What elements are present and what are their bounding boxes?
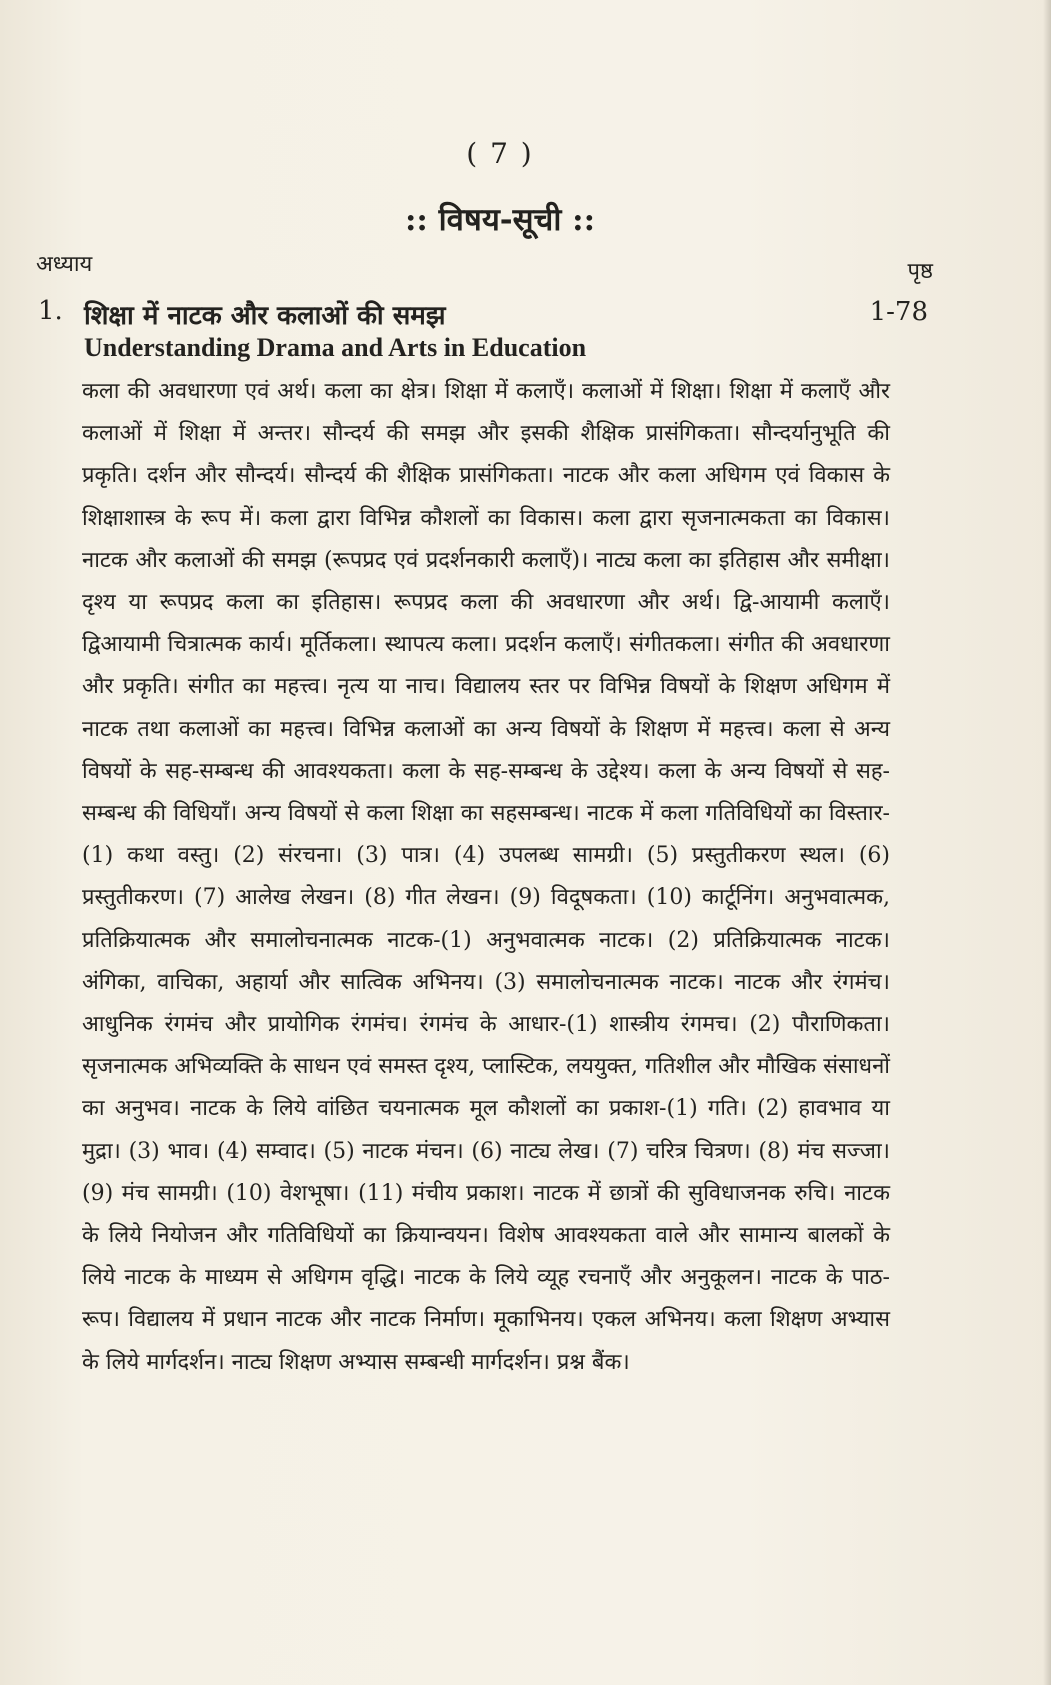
chapter-page-range: 1-78 (869, 297, 928, 327)
page-column-header: पृष्ठ (907, 259, 933, 284)
page-title: :: विषय-सूची :: (404, 202, 596, 238)
chapter-number: 1. (38, 296, 63, 326)
chapter-title-hindi: शिक्षा में नाटक और कलाओं की समझ (84, 301, 446, 331)
chapter-description: कला की अवधारणा एवं अर्थ। कला का क्षेत्र। शिक्षा में कलाएँ। कलाओं में शिक्षा। शिक्षा में कलाएँ और कलाओं में शिक्षा में अन्तर। सौन्दर्य की समझ और इसकी शैक्षिक प्रासंगिकता। सौन्दर्यानुभूति की प्रकृति। दर्शन और सौन्दर्य। सौन्दर्य की शैक्षिक प्रासंगिकता। नाटक और कला अधिगम एवं विकास के शिक्षाशास्त्र के रूप में। कला द्वारा विभिन्न कौशलों का विकास। कला द्वारा सृजनात्मकता का विकास। नाटक और कलाओं की समझ (रूपप्रद एवं प्रदर्शनकारी कलाएँ)। नाट्य कला का इतिहास और समीक्षा। दृश्य या रूपप्रद कला का इतिहास। रूपप्रद कला की अवधारणा और अर्थ। द्वि-आयामी कलाएँ। द्विआयामी चित्रात्मक कार्य। मूर्तिकला। स्थापत्य कला। प्रदर्शन कलाएँ। संगीतकला। संगीत की अवधारणा और प्रकृति। संगीत का महत्त्व। नृत्य या नाच। विद्यालय स्तर पर विभिन्न विषयों के शिक्षण अधिगम में नाटक तथा कलाओं का महत्त्व। विभिन्न कलाओं का अन्य विषयों के शिक्षण में महत्त्व। कला से अन्य विषयों के सह-सम्बन्ध की आवश्यकता। कला के सह-सम्बन्ध के उद्देश्य। कला के अन्य विषयों से सह-सम्बन्ध की विधियाँ। अन्य विषयों से कला शिक्षा का सहसम्बन्ध। नाटक में कला गतिविधियों का विस्तार-(1) कथा वस्तु। (2) संरचना। (3) पात्र। (4) उपलब्ध सामग्री। (5) प्रस्तुतीकरण स्थल। (6) प्रस्तुतीकरण। (7) आलेख लेखन। (8) गीत लेखन। (9) विदूषकता। (10) कार्टूनिंग। अनुभवात्मक, प्रतिक्रियात्मक और समालोचनात्मक नाटक-(1) अनुभवात्मक नाटक। (2) प्रतिक्रियात्मक नाटक। अंगिका, वाचिका, अहार्या और सात्विक अभिनय। (3) समालोचनात्मक नाटक। नाटक और रंगमंच। आधुनिक रंगमंच और प्रायोगिक रंगमंच। रंगमंच के आधार-(1) शास्त्रीय रंगमच। (2) पौराणिकता। सृजनात्मक अभिव्यक्ति के साधन एवं समस्त दृश्य, प्लास्टिक, लययुक्त, गतिशील और मौखिक संसाधनों का अनुभव। नाटक के लिये वांछित चयनात्मक मूल कौशलों का प्रकाश-(1) गति। (2) हावभाव या मुद्रा। (3) भाव। (4) सम्वाद। (5) नाटक मंचन। (6) नाट्य लेख। (7) चरित्र चित्रण। (8) मंच सज्जा। (9) मंच सामग्री। (10) वेशभूषा। (11) मंचीय प्रकाश। नाटक में छात्रों की सुविधाजनक रुचि। नाटक के लिये नियोजन और गतिविधियों का क्रियान्वयन। विशेष आवश्यकता वाले और सामान्य बालकों के लिये नाटक के माध्यम से अधिगम वृद्धि। नाटक के लिये व्यूह रचनाएँ और अनुकूलन। नाटक के पाठ-रूप। विद्यालय में प्रधान नाटक और नाटक निर्माण। मूकाभिनय। एकल अभिनय। कला शिक्षण अभ्यास के लिये मार्गदर्शन। नाट्य शिक्षण अभ्यास सम्बन्धी मार्गदर्शन। प्रश्न बैंक। (82, 379, 890, 1375)
chapter-column-header: अध्याय (36, 252, 93, 277)
chapter-title-english: Understanding Drama and Arts in Education (84, 333, 587, 362)
page-edge-shadow (1043, 0, 1051, 1685)
page-number: ( 7 ) (466, 137, 534, 170)
